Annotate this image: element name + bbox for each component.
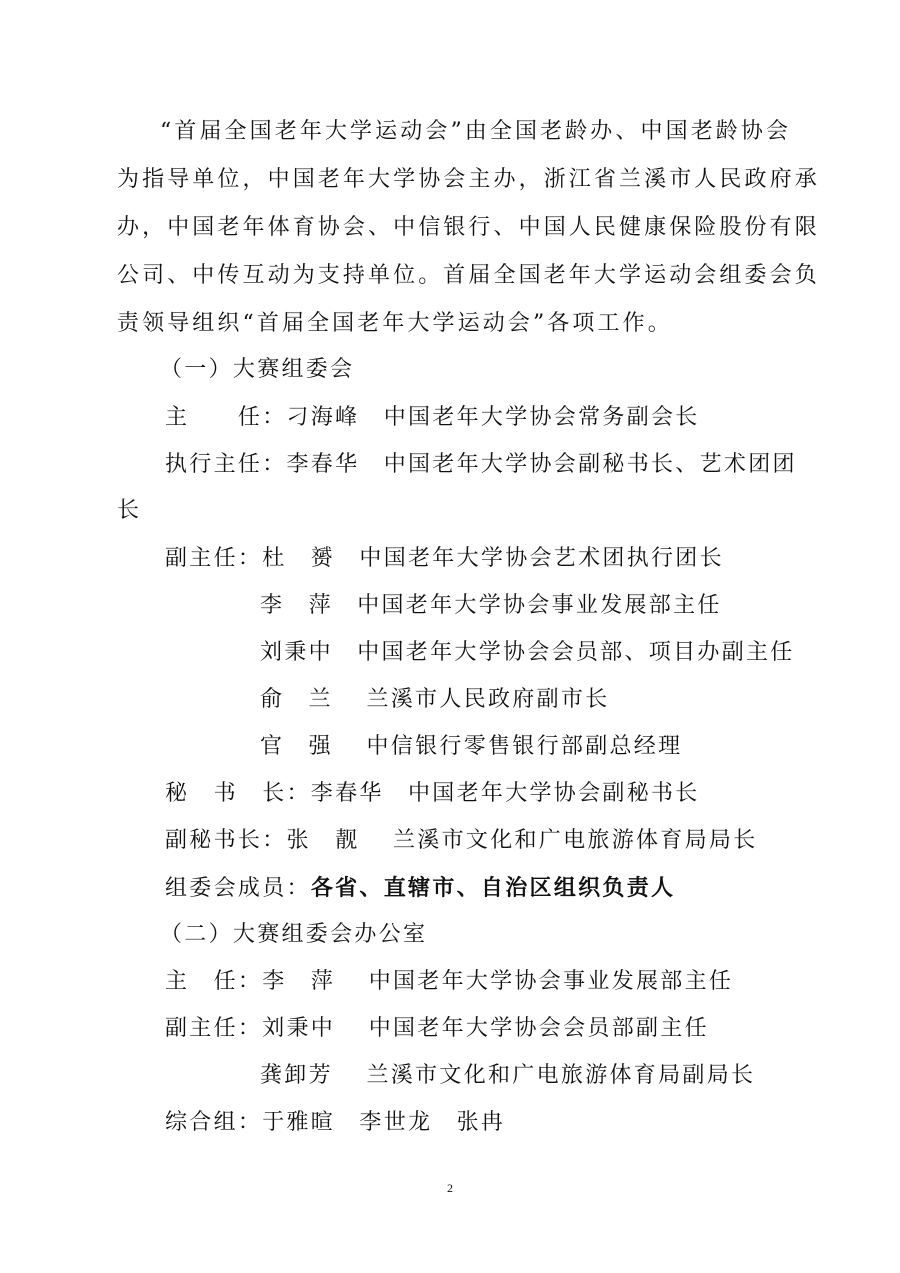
office-line: 副主任：刘秉中 中国老年大学协会会员部副主任 <box>165 1016 709 1041</box>
office-line: 龚卸芳 兰溪市文化和广电旅游体育局副局长 <box>260 1063 756 1088</box>
committee-line: 副主任：杜 赟 中国老年大学协会艺术团执行团长 <box>165 546 724 571</box>
intro-line: “首届全国老年大学运动会”由全国老龄办、中国老龄协会 <box>160 119 792 144</box>
members-label: 组委会成员： <box>165 876 311 901</box>
office-line: 主 任：李 萍 中国老年大学协会事业发展部主任 <box>165 969 734 994</box>
section-heading: （二）大赛组委会办公室 <box>160 922 428 947</box>
office-line: 综合组：于雅暄 李世龙 张冉 <box>165 1110 506 1135</box>
committee-line: 俞 兰 兰溪市人民政府副市长 <box>260 687 610 712</box>
intro-line: 办，中国老年体育协会、中信银行、中国人民健康保险股份有限 <box>117 215 820 240</box>
intro-line: 公司、中传互动为支持单位。首届全国老年大学运动会组委会负 <box>117 263 820 288</box>
committee-line: 刘秉中 中国老年大学协会会员部、项目办副主任 <box>260 640 795 665</box>
intro-line: 责领导组织“首届全国老年大学运动会”各项工作。 <box>117 311 673 336</box>
committee-line: 副秘书长：张 靓 兰溪市文化和广电旅游体育局局长 <box>165 828 758 853</box>
intro-line: 为指导单位，中国老年大学协会主办，浙江省兰溪市人民政府承 <box>117 167 820 192</box>
committee-line: 长 <box>117 498 142 523</box>
page-number: 2 <box>447 1181 453 1195</box>
committee-line: 李 萍 中国老年大学协会事业发展部主任 <box>260 593 722 618</box>
committee-line: 主 任：刁海峰 中国老年大学协会常务副会长 <box>165 405 700 430</box>
committee-members <box>165 873 675 904</box>
section-heading: （一）大赛组委会 <box>160 357 355 382</box>
members-value: 各省、直辖市、自治区组织负责人 <box>310 875 676 901</box>
committee-line: 秘 书 长：李春华 中国老年大学协会副秘书长 <box>165 781 700 806</box>
committee-line: 官 强 中信银行零售银行部副总经理 <box>260 734 683 759</box>
committee-line: 执行主任：李春华 中国老年大学协会副秘书长、艺术团团 <box>165 452 797 477</box>
